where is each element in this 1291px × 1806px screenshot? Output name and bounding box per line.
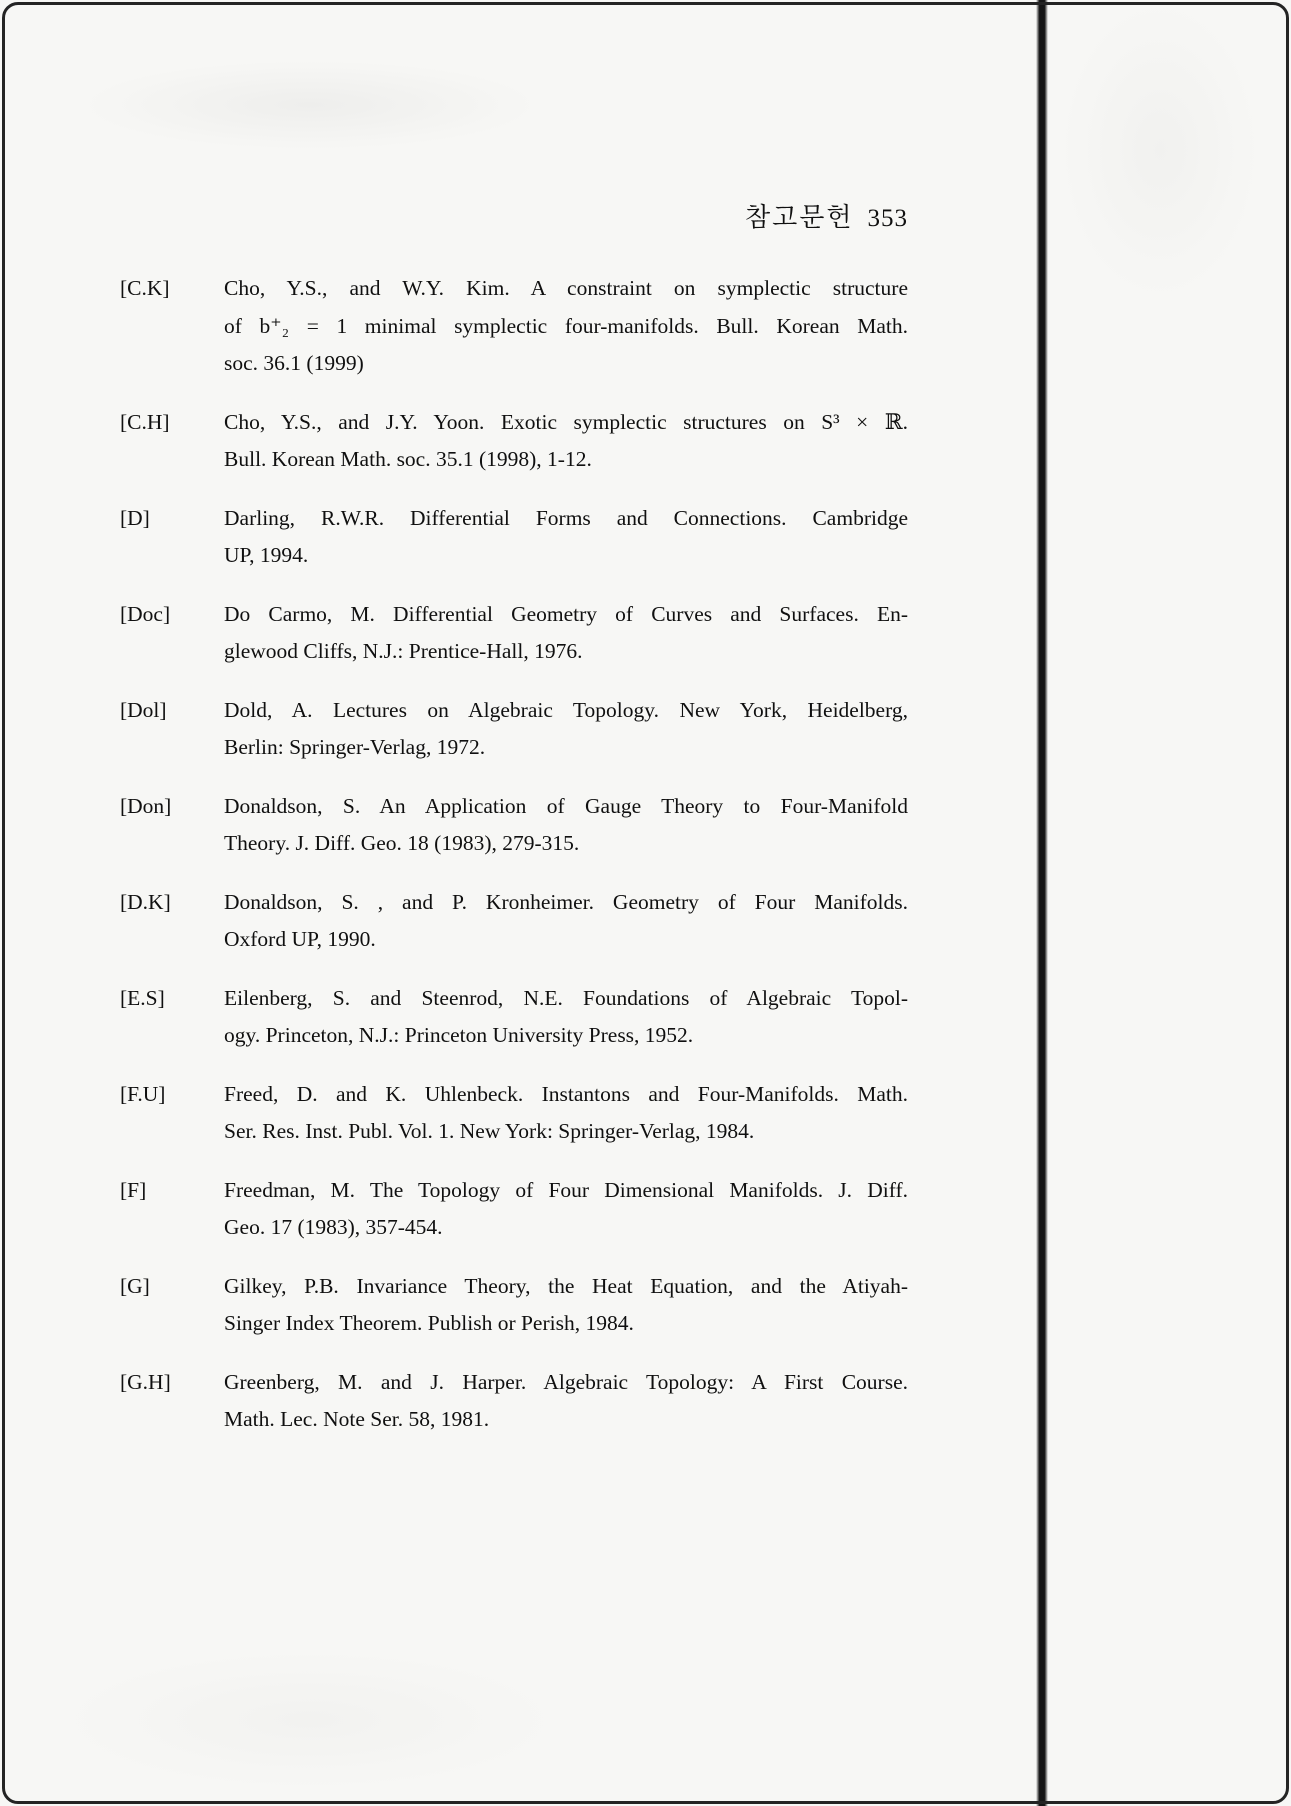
reference-text — [224, 884, 908, 959]
reference-text — [224, 1268, 908, 1343]
reference-line: Donaldson, S. An Application of Gauge Theory to Four-Manifold — [224, 793, 908, 818]
scan-smudge — [60, 1650, 560, 1790]
reference-text — [224, 692, 908, 767]
reference-entry — [120, 1268, 908, 1343]
reference-label: [Doc] — [120, 601, 171, 626]
references-list — [120, 270, 908, 1439]
reference-line: Greenberg, M. and J. Harper. Algebraic Topology: A First Course. — [224, 1369, 908, 1394]
reference-entry — [120, 1172, 908, 1247]
reference-label: [C.K] — [120, 276, 170, 300]
reference-label: [C.H] — [120, 409, 170, 434]
reference-line: Cho, Y.S., and J.Y. Yoon. Exotic symplectic structures on S³ × ℝ. — [224, 409, 908, 434]
reference-line: Ser. Res. Inst. Publ. Vol. 1. New York: Springer-Verlag, 1984. — [224, 1119, 755, 1143]
reference-entry — [120, 788, 908, 863]
reference-text — [224, 500, 908, 575]
scan-smudge — [80, 60, 540, 150]
reference-entry — [120, 1076, 908, 1151]
reference-entry — [120, 1364, 908, 1439]
reference-label: [Don] — [120, 793, 172, 818]
reference-text — [224, 788, 908, 863]
reference-line: Berlin: Springer-Verlag, 1972. — [224, 735, 486, 759]
reference-entry — [120, 692, 908, 767]
reference-line: Freed, D. and K. Uhlenbeck. Instantons and Four-Manifolds. Math. — [224, 1081, 908, 1106]
reference-label: [F.U] — [120, 1081, 166, 1106]
reference-line: Singer Index Theorem. Publish or Perish, 1984. — [224, 1311, 634, 1335]
reference-label: [D.K] — [120, 889, 171, 914]
reference-label: [D] — [120, 505, 150, 530]
reference-line: of b⁺₂ = 1 minimal symplectic four-manifolds. Bull. Korean Math. — [224, 313, 908, 338]
reference-entry — [120, 404, 908, 479]
reference-line: Math. Lec. Note Ser. 58, 1981. — [224, 1407, 490, 1431]
reference-label: [F] — [120, 1177, 147, 1202]
reference-entry — [120, 596, 908, 671]
scan-smudge — [1060, 0, 1260, 300]
section-title: 참고문헌 — [745, 203, 854, 232]
reference-label: [G] — [120, 1273, 150, 1298]
reference-line: Cho, Y.S., and W.Y. Kim. A constraint on symplectic structure — [224, 276, 908, 300]
reference-line: Donaldson, S. , and P. Kronheimer. Geometry of Four Manifolds. — [224, 889, 908, 914]
reference-line: Darling, R.W.R. Differential Forms and Connections. Cambridge — [224, 505, 908, 530]
reference-label: [Dol] — [120, 697, 167, 722]
reference-entry — [120, 270, 908, 383]
reference-entry — [120, 980, 908, 1055]
reference-entry — [120, 500, 908, 575]
reference-entry — [120, 884, 908, 959]
reference-line: Dold, A. Lectures on Algebraic Topology. New York, Heidelberg, — [224, 697, 908, 722]
page-number: 353 — [867, 205, 908, 232]
reference-line: soc. 36.1 (1999) — [224, 351, 364, 375]
reference-line: Oxford UP, 1990. — [224, 927, 376, 951]
reference-line: Eilenberg, S. and Steenrod, N.E. Foundations of Algebraic Topol- — [224, 985, 908, 1010]
reference-line: Bull. Korean Math. soc. 35.1 (1998), 1-12. — [224, 447, 592, 471]
reference-label: [G.H] — [120, 1369, 171, 1394]
reference-text — [224, 404, 908, 479]
reference-text — [224, 1076, 908, 1151]
document-page — [120, 198, 908, 1460]
page-edge-shadow — [1036, 0, 1048, 1806]
reference-line: Gilkey, P.B. Invariance Theory, the Heat Equation, and the Atiyah- — [224, 1273, 908, 1298]
reference-line: UP, 1994. — [224, 543, 309, 567]
reference-line: ogy. Princeton, N.J.: Princeton University Press, 1952. — [224, 1023, 694, 1047]
reference-text — [224, 270, 908, 383]
reference-line: glewood Cliffs, N.J.: Prentice-Hall, 1976. — [224, 639, 583, 663]
reference-line: Freedman, M. The Topology of Four Dimensional Manifolds. J. Diff. — [224, 1177, 908, 1202]
reference-text — [224, 980, 908, 1055]
reference-label: [E.S] — [120, 985, 165, 1010]
reference-text — [224, 1364, 908, 1439]
reference-line: Theory. J. Diff. Geo. 18 (1983), 279-315. — [224, 831, 580, 855]
reference-text — [224, 596, 908, 671]
reference-line: Geo. 17 (1983), 357-454. — [224, 1215, 443, 1239]
reference-line: Do Carmo, M. Differential Geometry of Curves and Surfaces. En- — [224, 601, 908, 626]
page-header — [120, 198, 908, 237]
reference-text — [224, 1172, 908, 1247]
